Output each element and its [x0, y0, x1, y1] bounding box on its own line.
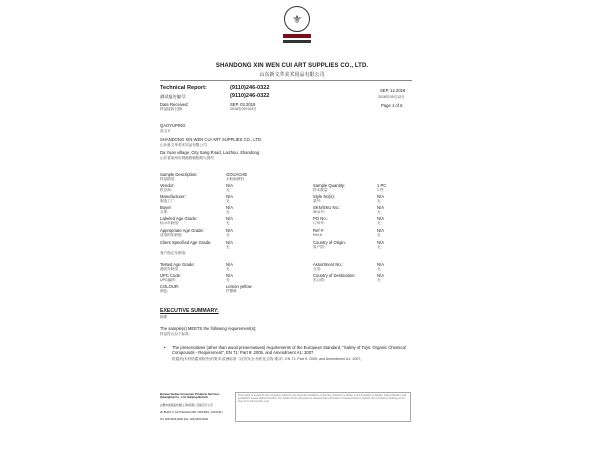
executive-summary-heading: EXECUTIVE SUMMARY: — [160, 308, 219, 314]
field-value-cn: 无 — [377, 245, 381, 249]
field-label: Style No(s): — [313, 194, 335, 199]
field-value-cn: 无 — [226, 245, 230, 249]
company-name: SHANDONG XIN WEN CUI ART SUPPLIES CO., LTD. — [215, 63, 369, 69]
field-label: Country of Origin: — [313, 240, 346, 245]
field-label: Tested Age Grade: — [160, 262, 195, 267]
field-value-cn: 无 — [377, 221, 381, 225]
lab-name: Bureau Veritas Consumer Products Services (Shanghai) Co., Ltd. Nanjing Branch — [160, 392, 220, 400]
executive-summary-heading-cn: 摘要 — [160, 315, 168, 319]
field-value-cn: 无 — [377, 278, 381, 282]
field-value-cn: 无 — [226, 267, 230, 271]
field-label: Vendor: — [160, 183, 175, 188]
page-number: Page 1 of 6 — [381, 103, 403, 108]
report-date: SEP. 12.2018 — [380, 88, 406, 93]
field-label-cn: Ref #: — [313, 233, 323, 237]
seal-icon: ⚜ — [284, 6, 310, 32]
field-label-cn: 买家: — [160, 210, 169, 214]
field-value-cn: 无 — [377, 210, 381, 214]
field-label: Sample Quantity: — [313, 183, 346, 188]
field-value-cn: 无 — [226, 278, 230, 282]
field-value: GOUACHE — [226, 172, 248, 177]
bullet-icon: • — [164, 345, 166, 350]
field-value-cn: 无 — [226, 210, 230, 214]
field-label: Labeled Age Grade: — [160, 216, 198, 221]
date-received-cn: 2018年09月03日 — [230, 107, 257, 111]
field-label-cn: 客户指定年龄组: — [160, 251, 187, 255]
logo-band-red — [283, 34, 311, 38]
field-label-cn: 分类: — [313, 267, 322, 271]
field-value-cn: 无 — [377, 199, 381, 203]
field-value: N/A — [226, 216, 233, 221]
applicant-company: SHANDONG XIN WEN CUI ART SUPPLIES CO., LTD. — [160, 137, 263, 142]
field-label: UPC Code: — [160, 273, 182, 278]
field-label-cn: 原产国: — [313, 245, 325, 249]
field-value-cn: 无 — [226, 199, 230, 203]
field-value: N/A — [377, 205, 384, 210]
applicant-name: QAOYUPING — [160, 123, 186, 128]
summary-intro-cn: 样品符合以下标准: — [160, 332, 190, 336]
field-value: N/A — [226, 183, 233, 188]
applicant-address-cn: 山东省莱州市城港路朝阳路大园村 — [160, 156, 214, 160]
field-label-cn: 样品描述: — [160, 177, 176, 181]
field-label: Appropriate Age Grade: — [160, 228, 204, 233]
field-label: Assortment No.: — [313, 262, 344, 267]
field-label: SKN/SKU No.: — [313, 205, 341, 210]
date-received-label: Date Received: — [160, 102, 189, 107]
applicant-address: Da Yuan village, City Sang Road, Laizhou, Shandong — [160, 150, 260, 155]
field-label: Ref #: — [313, 228, 325, 233]
field-value-cn: 1 件 — [377, 188, 384, 192]
field-value: N/A — [226, 262, 233, 267]
field-label: Sample Description: — [160, 172, 198, 177]
field-label-cn: 出口国: — [313, 278, 325, 282]
field-label: PO No.: — [313, 216, 328, 221]
lab-address: 2F BLDG 3, No.8 SHIHUA RD. NANJING, JIANGSU — [160, 411, 223, 414]
field-label-cn: SKU号: — [313, 210, 325, 214]
lab-name-cn: 必维申美商品检测(上海)有限公司南京分公司 — [160, 404, 213, 407]
field-value: N/A — [377, 228, 384, 233]
field-value: N/A — [226, 194, 233, 199]
applicant-name-cn: 高玉平 — [160, 129, 171, 133]
field-label-cn: UPC编码: — [160, 278, 176, 282]
field-label: COLOUR: — [160, 284, 180, 289]
field-label: Buyer: — [160, 205, 173, 210]
field-value: N/A — [377, 262, 384, 267]
bureau-veritas-logo — [283, 6, 311, 46]
lab-contact: Tel: 025-0000-0000 Fax: 025-0000-0000 — [160, 418, 209, 421]
field-value-cn: 无 — [377, 233, 381, 237]
field-label-cn: 制造工厂: — [160, 199, 176, 203]
field-label: Client Specified Age Grade: — [160, 240, 212, 245]
field-value: N/A — [226, 240, 233, 245]
field-label-cn: 样本数量: — [313, 188, 329, 192]
field-value-cn: 柠檬黄 — [226, 289, 237, 293]
field-value: N/A — [377, 240, 384, 245]
field-value-cn: 无 — [377, 267, 381, 271]
applicant-company-cn: 山东新文萃美术用品有限公司 — [160, 143, 207, 147]
field-label-cn: 颜色: — [160, 289, 169, 293]
field-label-cn: 适用的年龄组: — [160, 233, 183, 237]
field-value: 1 PC — [377, 183, 387, 188]
field-value-cn: 水粉画颜料 — [226, 177, 244, 181]
field-label-cn: 标示年龄组: — [160, 221, 179, 225]
field-value: N/A — [377, 273, 384, 278]
disclaimer-box: This report is issued by the Company subject to its General Conditions of Service. Attention is drawn to the limitation of liability, indemnification and jurisdiction issues defined therein. Any holder of this document is advised that information contained hereon reflects the Company's findings at the time of its intervention only. — [235, 392, 411, 422]
summary-item: The preservatives (other than wood preservatives) requirements of the European Standard, "Safety of Toys: Organic Chemical Compounds - Requirement", EN 71: Part 9: 2005, and Amendment A1: 2007. — [172, 345, 406, 355]
report-label-cn: 测试报告编号: — [160, 94, 187, 99]
header-divider — [160, 80, 412, 81]
field-label-cn: 供应商: — [160, 188, 172, 192]
report-label: Technical Report: — [160, 85, 207, 91]
field-value: N/A — [226, 228, 233, 233]
logo-band-dark — [283, 40, 311, 43]
field-label: Manufacturer: — [160, 194, 186, 199]
report-number: (9110)246-0322 — [230, 85, 270, 91]
field-value: Lemon yellow — [226, 284, 252, 289]
date-received: SEP. 03.2018 — [230, 102, 256, 107]
report-number-cn: (9110)246-0322 — [230, 93, 270, 99]
field-value-cn: 无 — [226, 233, 230, 237]
field-label-cn: 款号: — [313, 199, 322, 203]
field-value-cn: 无 — [226, 188, 230, 192]
field-label: Country of Destination: — [313, 273, 356, 278]
field-value: N/A — [226, 273, 233, 278]
company-name-cn: 山东新文萃美术用品有限公司 — [259, 72, 325, 78]
report-date-cn: 2018年09月12日 — [378, 95, 405, 99]
summary-intro: The sample(s) MEETS the following requirement(s): — [160, 326, 257, 331]
field-value-cn: 无 — [226, 221, 230, 225]
summary-item-cn: 防腐剂(木材防腐剂除外)的要求,欧洲标准《玩具安全:有机化合物-要求》EN 71: Part 9: 2005, and Amendment A1: 2007。 — [172, 357, 364, 361]
field-label-cn: 订单号: — [313, 221, 325, 225]
field-value: N/A — [377, 194, 384, 199]
field-label-cn: 测试年龄组: — [160, 267, 179, 271]
field-value: N/A — [226, 205, 233, 210]
date-received-label-cn: 样品接收日期: — [160, 107, 183, 111]
field-value: N/A — [377, 216, 384, 221]
